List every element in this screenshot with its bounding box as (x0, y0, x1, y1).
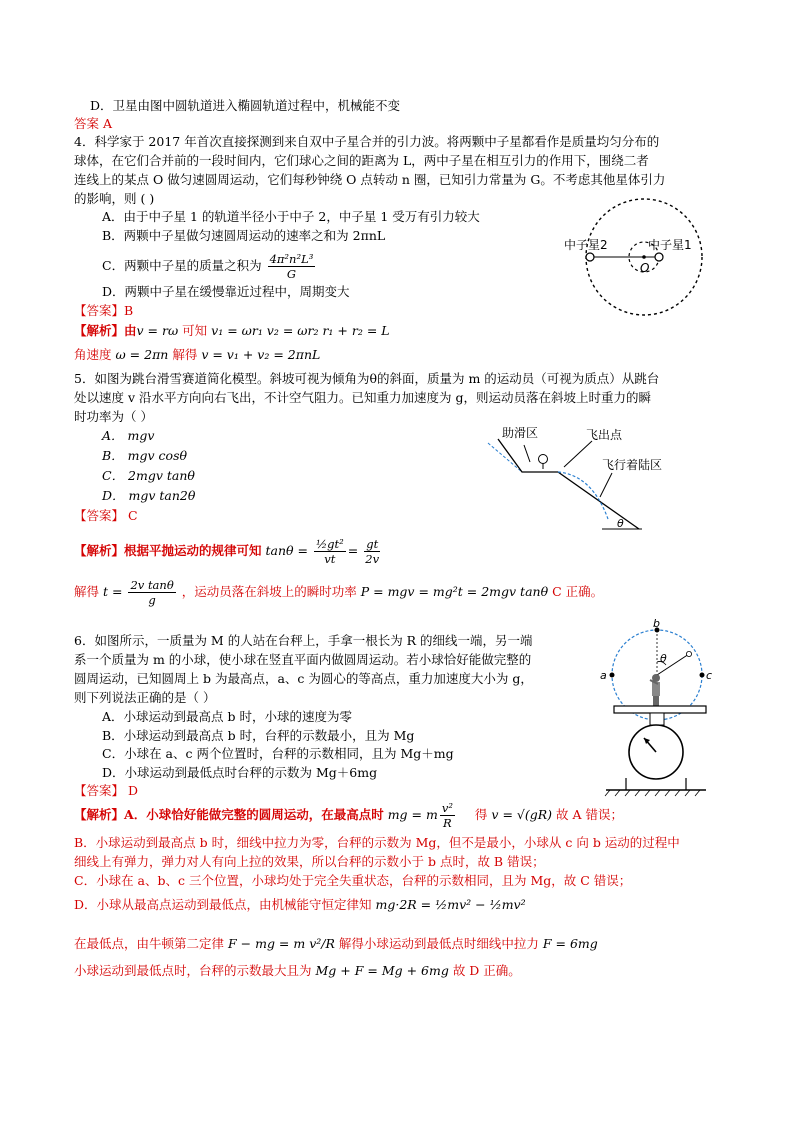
scale-post (650, 713, 664, 725)
q6-analysis-a-get: 得 (474, 807, 488, 822)
q5-analysis-label: 【解析】根据平抛运动的规律可知 (74, 543, 262, 558)
label-theta: θ (660, 652, 667, 665)
q5-analysis2-label: 解得 (74, 584, 100, 599)
q5-a2-denominator: g (148, 593, 156, 607)
q4-stem-line4: 的影响，则 ( ) (74, 191, 155, 206)
q6-stem-line4: 则下列说法正确的是（ ） (74, 690, 216, 705)
q6-analysis-d-text: D．小球从最高点运动到最低点，由机械能守恒定律知 (74, 897, 372, 912)
slope-profile (498, 439, 639, 529)
q6-analysis-b-line1: B．小球运动到最高点 b 时，细线中拉力为零，台秤的示数为 Mg，但不是最小，小球从 c 向 b 运动的过程中 (74, 835, 680, 850)
q4-option-c-prefix: C．两颗中子星的质量之积为 (102, 258, 262, 273)
q4-option-b: B．两颗中子星做匀速圆周运动的速率之和为 2πnL (102, 228, 386, 243)
q6-analysis-e-text2: 解得小球运动到最低点时细线中拉力 (338, 936, 539, 951)
q4-option-a: A．由于中子星 1 的轨道半径小于中子 2，中子星 1 受万有引力较大 (102, 209, 480, 224)
pointer-fly (564, 441, 592, 467)
label-star-1: 中子星1 (648, 238, 692, 252)
pointer-land (600, 473, 612, 497)
q5-analysis2-text: ，运动员落在斜坡上的瞬时功率 (181, 584, 357, 599)
q6-analysis-c: C．小球在 a、b、c 三个位置，小球均处于完全失重状态，台秤的示数相同，且为 Mg，故 C 错误； (74, 873, 632, 888)
q6-option-a: A．小球运动到最高点 b 时，小球的速度为零 (102, 709, 352, 724)
q6-analysis-f-text: 小球运动到最低点时，台秤的示数最大且为 (74, 963, 312, 978)
q6-analysis-f (74, 962, 521, 979)
q5-analysis2-eq: P = mgv = mg²t = 2mgv tanθ (360, 584, 549, 599)
q4-stem-line2: 球体，在它们合并前的一段时间内，它们球心之间的距离为 L，两中子星在相互引力的作用下，围绕二者 (74, 153, 649, 168)
q3-answer: 答案 A (74, 116, 113, 131)
q5-analysis2-end: C 正确。 (552, 584, 604, 599)
label-center-o: O (640, 261, 650, 275)
q4-analysis-eq2: v₁ = ωr₁ v₂ = ωr₂ r₁ + r₂ = L (211, 323, 390, 338)
q6-stem-line1: 6．如图所示，一质量为 M 的人站在台秤上，手拿一根长为 R 的细线一端，另一端 (74, 633, 533, 648)
q6-analysis-d-eq: mg·2R = ½mv² − ½mv² (375, 897, 526, 912)
q4-analysis2-eq2: v = v₁ + v₂ = 2πnL (201, 347, 321, 362)
q5-f2-numerator: gt (366, 537, 379, 551)
q4-analysis-mid: 可知 (182, 323, 208, 338)
q5-analysis-line2 (74, 575, 603, 609)
q5-ski-jump-figure (484, 417, 663, 535)
run-area-dashed (488, 443, 522, 472)
q5-f1-denominator: vt (324, 552, 336, 566)
q4-stem-line3: 连线上的某点 O 做匀速圆周运动，它们每秒钟绕 O 点转动 n 圈，已知引力常量为 G。不考虑其他星体引力 (74, 172, 666, 187)
q6-analysis-f-eq: Mg + F = Mg + 6mg (315, 963, 449, 978)
q4-analysis2-mid: 解得 (172, 347, 198, 362)
center-point-o (642, 255, 646, 259)
scale-platform (614, 706, 706, 713)
q6-analysis-a-eq: mg = m (387, 807, 438, 822)
q5-stem-line2: 处以速度 v 沿水平方向向右飞出，不计空气阻力。已知重力加速度为 g，则运动员落在斜坡上时重力的瞬 (74, 390, 651, 405)
label-theta: θ (617, 517, 624, 530)
athlete-head (539, 455, 548, 464)
point-c (700, 673, 705, 678)
q5-stem-line3: 时功率为（ ） (74, 409, 153, 424)
q6-stem-line3: 圆周运动，已知圆周上 b 为最高点，a、c 为圆心的等高点，重力加速度大小为 g， (74, 671, 533, 686)
q4-analysis2-label: 角速度 (74, 347, 112, 362)
q6-analysis-a-text: 【解析】A．小球恰好能做完整的圆周运动，在最高点时 (74, 807, 384, 822)
q4-stem-line1: 4．科学家于 2017 年首次直接探测到来自双中子星合并的引力波。将两颗中子星都看作是质量均匀分布的 (74, 134, 660, 149)
pointer-run (524, 445, 530, 462)
q6-scale-figure (598, 618, 718, 810)
q4-option-c (102, 252, 317, 281)
q6-analysis-e-result: F = 6mg (542, 936, 598, 951)
q4-option-d: D．两颗中子星在缓慢靠近过程中，周期变大 (102, 284, 350, 299)
q6-analysis-e-text: 在最低点，由牛顿第二定律 (74, 936, 225, 951)
q6-option-c: C．小球在 a、c 两个位置时，台秤的示数相同，且为 Mg＋mg (102, 746, 454, 761)
label-b: b (653, 617, 660, 630)
q5-option-d: D． mgv tan2θ (102, 488, 196, 503)
ground-hatching (605, 790, 700, 796)
label-run-area: 助滑区 (502, 426, 539, 440)
q6-a-denominator: R (443, 816, 452, 830)
q5-option-b: B． mgv cosθ (102, 448, 188, 463)
q6-analysis-e (74, 935, 598, 952)
q6-option-d: D．小球运动到最低点时台秤的示数为 Mg＋6mg (102, 765, 378, 780)
q6-analysis-e-eq: F − mg = m v²/R (228, 936, 335, 951)
q4-analysis-line2 (74, 346, 320, 363)
q6-analysis-b-line2: 细线上有弹力，弹力对人有向上拉的效果，所以台秤的示数小于 b 点时，故 B 错误； (74, 854, 545, 869)
neutron-star-1 (655, 253, 663, 261)
q5-a2-numerator: 2v tanθ (130, 578, 174, 592)
q5-analysis-tan: tanθ = (265, 543, 308, 558)
q5-stem-line1: 5．如图为跳台滑雪赛道简化模型。斜坡可视为倾角为θ的斜面，质量为 m 的运动员（可视为质点）从跳台 (74, 371, 660, 386)
q5-analysis2-t: t = (103, 584, 123, 599)
label-landing: 飞行着陆区 (602, 458, 663, 472)
q6-analysis-a-result: v = √(gR) (491, 807, 553, 822)
ball (686, 651, 691, 656)
q4-analysis-label: 【解析】由 (74, 323, 137, 338)
q5-analysis-line1: 【解析】根据平抛运动的规律可知 tanθ = $\frac{\text{½gt²}}{vt}$ = $\frac{gt}{2v}$ (74, 537, 380, 566)
q6-analysis-a-fraction (440, 801, 455, 830)
q5-f1-numerator: ½gt² (315, 537, 344, 551)
label-takeoff: 飞出点 (586, 428, 623, 442)
q6-a-numerator: v² (441, 801, 453, 815)
q6-stem-line2: 系一个质量为 m 的小球，使小球在竖直平面内做圆周运动。若小球恰好能做完整的 (74, 652, 532, 667)
q6-option-b: B．小球运动到最高点 b 时，台秤的示数最小，且为 Mg (102, 728, 415, 743)
q5-analysis-fraction2 (364, 537, 380, 566)
q6-analysis-d (74, 896, 526, 913)
q4-option-c-fraction (268, 252, 316, 281)
q4-answer: 【答案】B (74, 303, 134, 318)
q5-answer: 【答案】 C (74, 508, 138, 523)
q5-analysis-fraction1 (314, 537, 346, 566)
q6-analysis-a-end: 故 A 错误； (556, 807, 624, 822)
q5-option-c: C． 2mgv tanθ (102, 468, 195, 483)
q4-analysis-eq1: v = rω (136, 323, 179, 338)
q4-option-c-denominator: G (286, 267, 297, 281)
q4-option-c-numerator: 4π²n²L³ (269, 252, 314, 266)
label-a: a (600, 669, 607, 682)
point-a (610, 673, 615, 678)
q5-option-a: A． mgv (102, 428, 155, 443)
q4-binary-star-figure (560, 196, 710, 321)
q4-analysis-line1 (74, 322, 390, 339)
q6-answer: 【答案】 D (74, 783, 138, 798)
label-star-2: 中子星2 (564, 238, 608, 252)
q3-option-d: D．卫星由图中圆轨道进入椭圆轨道过程中，机械能不变 (90, 98, 401, 113)
neutron-star-2 (586, 253, 594, 261)
label-c: c (706, 669, 713, 682)
q4-analysis2-eq1: ω = 2πn (115, 347, 169, 362)
q5-f2-denominator: 2v (365, 552, 380, 566)
q5-analysis2-fraction (128, 578, 175, 607)
q6-analysis-f-end: 故 D 正确。 (452, 963, 521, 978)
person-legs (653, 696, 659, 706)
q6-analysis-a (74, 798, 623, 832)
